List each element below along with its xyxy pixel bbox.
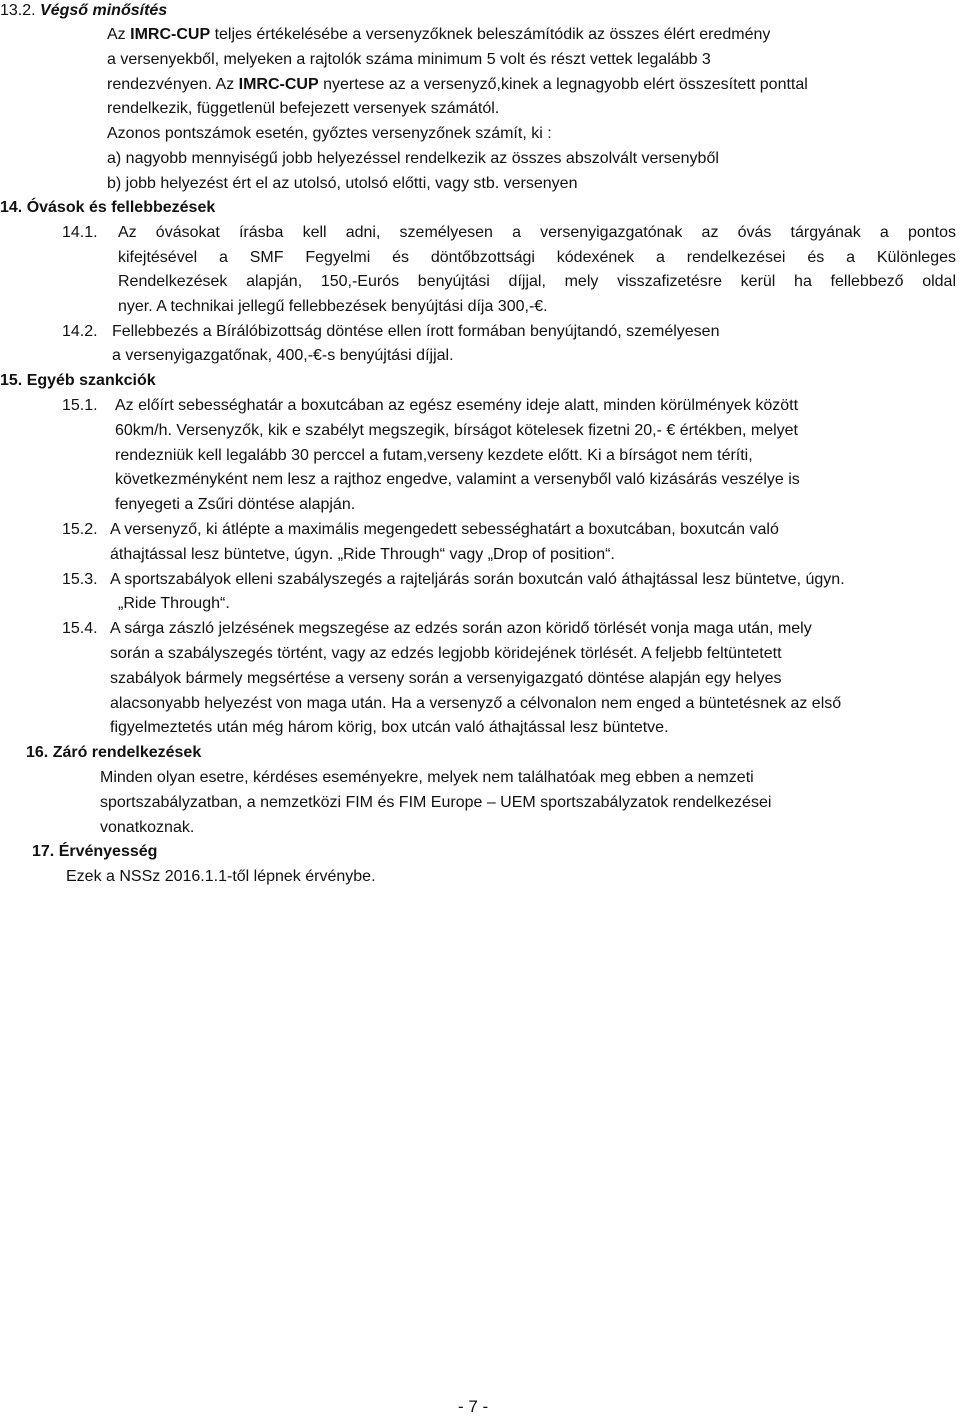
paragraph-line: „Ride Through“. [118,595,230,612]
paragraph-line: figyelmeztetés után még három körig, box utcán való áthajtással lesz büntetve. [110,719,669,736]
paragraph-line: A sportszabályok elleni szabályszegés a rajteljárás során boxutcán való áthajtással lesz büntetve, úgyn. [110,571,845,588]
paragraph-line: Ezek a NSSz 2016.1.1-től lépnek érvénybe. [66,868,376,885]
section-15-heading: 15. Egyéb szankciók [0,372,156,389]
paragraph-line: kifejtésével a SMF Fegyelmi és döntőbzottsági kódexének a rendelkezései és a Különleges [118,249,956,266]
paragraph-line: szabályok bármely megsértése a verseny során a versenyigazgató döntése alapján egy helyes [110,670,782,687]
paragraph-line: alacsonyabb helyezést von maga után. Ha a versenyző a célvonalon nem enged a büntetésnek az első [110,695,842,712]
section-16-heading: 16. Záró rendelkezések [26,744,202,761]
clause-number: 14.1. [62,224,98,241]
section-17-heading: 17. Érvényesség [32,843,158,860]
paragraph-line: Fellebbezés a Bírálóbizottság döntése ellen írott formában benyújtandó, személyesen [112,323,720,340]
clause-number: 14.2. [62,323,98,340]
paragraph-line: során a szabályszegés történt, vagy az edzés legjobb köridejének törlését. A feljebb feltüntetett [110,645,782,662]
list-item-a: a) nagyobb mennyiségű jobb helyezéssel rendelkezik az összes abszolvált versenyből [107,150,719,167]
paragraph-line: A sárga zászló jelzésének megszegése az edzés során azon köridő törlését vonja maga után, mely [110,620,812,637]
clause-number: 15.4. [62,620,98,637]
paragraph-line: Az előírt sebességhatár a boxutcában az egész esemény ideje alatt, minden körülmények között [115,397,799,414]
paragraph-line: 60km/h. Versenyzők, kik e szabélyt megszegik, bírságot kötelesek fizetni 20,- € értékben, melyet [115,422,798,439]
paragraph-line: rendezvényen. Az IMRC-CUP nyertese az a versenyző,kinek a legnagyobb elért összesített ponttal [107,76,808,93]
section-number: 13.2. [0,2,36,19]
paragraph-line: következményként nem lesz a rajthoz engedve, valamint a versenyből való kizásárás veszélye is [115,471,800,488]
paragraph-line: Az óvásokat írásba kell adni, személyesen a versenyigazgatónak az óvás tárgyának a pontos [118,224,956,241]
paragraph-line: rendezniük kell legalább 30 perccel a futam,verseny kezdete előtt. Ki a bírságot nem téríti, [115,447,753,464]
section-14-heading: 14. Óvások és fellebbezések [0,199,216,216]
paragraph-line: vonatkoznak. [100,819,195,836]
paragraph-line: sportszabályzatban, a nemzetközi FIM és FIM Europe – UEM sportszabályzatok rendelkezései [100,794,772,811]
clause-number: 15.1. [62,397,98,414]
paragraph-line: Minden olyan esetre, kérdéses eseményekre, melyek nem találhatóak meg ebben a nemzeti [100,769,754,786]
paragraph-line: Az IMRC-CUP teljes értékelésébe a versenyzőknek beleszámítódik az összes élért eredmény [107,26,771,43]
paragraph-line: nyer. A technikai jellegű fellebbezések benyújtási díja 300,-€. [118,298,548,315]
paragraph-line: fenyegeti a Zsűri döntése alapján. [115,496,356,513]
paragraph-line: áthajtással lesz büntetve, úgyn. „Ride Through“ vagy „Drop of position“. [110,546,615,563]
clause-number: 15.3. [62,571,98,588]
paragraph-line: Rendelkezések alapján, 150,-Eurós benyújtási díjjal, mely visszafizetésre kerül ha fellebbező oldal [118,273,956,290]
paragraph-line: rendelkezik, függetlenül befejezett versenyek számától. [107,100,500,117]
section-title: Végső minősítés [40,2,168,19]
paragraph-line: Azonos pontszámok esetén, győztes versenyzőnek számít, ki : [107,125,552,142]
clause-number: 15.2. [62,521,98,538]
paragraph-line: a versenyigazgatőnak, 400,-€-s benyújtási díjjal. [112,347,454,364]
section-13-2-heading [0,1,167,21]
page-number: - 7 - [458,1397,489,1416]
list-item-b: b) jobb helyezést ért el az utolsó, utolsó előtti, vagy stb. versenyen [107,175,578,192]
paragraph-line: a versenyekből, melyeken a rajtolók száma minimum 5 volt és részt vettek legalább 3 [107,51,711,68]
paragraph-line: A versenyző, ki átlépte a maximális megengedett sebességhatárt a boxutcában, boxutcán való [110,521,779,538]
